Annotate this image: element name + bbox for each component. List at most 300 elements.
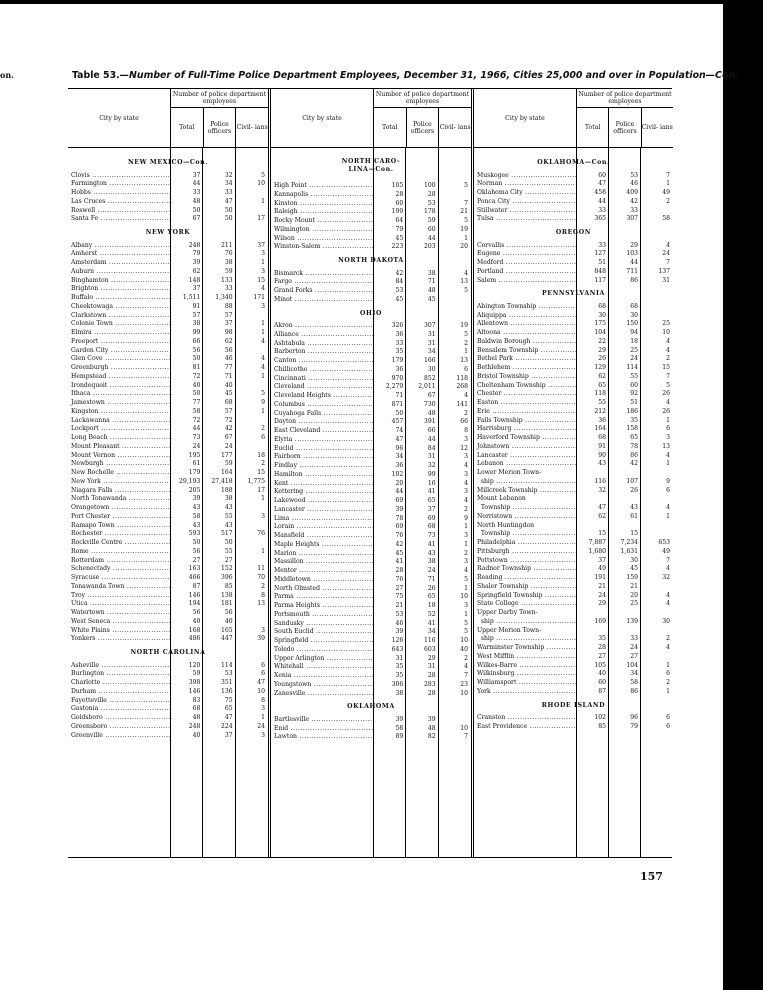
city-name: York ..... <box>474 688 577 697</box>
city-name: Ponca City ..... <box>474 198 577 207</box>
total-value: 72 <box>192 372 201 380</box>
total-value: 99 <box>192 329 201 336</box>
total-value: 42 <box>395 540 404 548</box>
city-name: Kinston ..... <box>271 200 374 209</box>
police-officers-value: 33 <box>630 635 638 643</box>
table-row <box>68 522 268 531</box>
city-name: Kingston ..... <box>68 408 171 417</box>
civilians-value: 4 <box>666 337 670 345</box>
table-row <box>474 460 673 469</box>
table-row <box>271 637 471 646</box>
table-row <box>474 382 673 391</box>
total-value: 24 <box>192 442 201 450</box>
police-officers-value: 73 <box>427 532 436 539</box>
table-row <box>474 364 673 373</box>
state-heading: RHODE ISLAND <box>541 701 606 709</box>
column-rule <box>202 147 203 857</box>
total-value: 41 <box>395 558 404 566</box>
city-name: Hempstead ..... <box>68 373 171 382</box>
table-row <box>474 417 673 426</box>
total-value: 191 <box>594 574 606 581</box>
city-name: Norristown ..... <box>474 513 577 522</box>
civilians-value: 141 <box>456 400 468 408</box>
city-name: Lancaster ..... <box>474 452 577 461</box>
police-officers-value: 96 <box>630 714 638 721</box>
total-value: 40 <box>192 617 201 625</box>
city-name: Tonawanda Town ..... <box>68 583 171 592</box>
civilians-value: 76 <box>257 530 265 538</box>
civilians-value: 3 <box>464 435 468 443</box>
civilians-value: 7 <box>666 556 670 564</box>
city-name: Rochester ..... <box>68 530 171 539</box>
city-name: Corvallis ..... <box>474 242 577 251</box>
city-name: Springfield Township ..... <box>474 592 577 601</box>
table-row <box>68 670 268 679</box>
civilians-value: 1 <box>261 547 265 555</box>
civilians-value: 6 <box>666 486 670 494</box>
police-officers-value: 30 <box>630 311 638 319</box>
city-name: Wilkes-Barre ..... <box>474 662 577 671</box>
civilians-value: 24 <box>257 722 265 730</box>
police-officers-value: 65 <box>427 593 436 601</box>
police-officers-value: 30 <box>630 556 638 564</box>
civilians-value: 3 <box>261 705 265 713</box>
table-row <box>68 574 268 583</box>
police-officers-value: 59 <box>427 217 436 224</box>
city-name: Albany ..... <box>68 242 171 251</box>
total-value: 68 <box>598 434 606 441</box>
police-officers-value: 48 <box>427 724 436 732</box>
civilians-value: 23 <box>460 680 468 688</box>
city-name: Zanesville ..... <box>271 690 374 699</box>
civilians-value: 15 <box>662 364 670 371</box>
city-name: Las Cruces ..... <box>68 198 171 207</box>
total-value: 45 <box>395 549 404 557</box>
civilians-value: 5 <box>666 381 670 389</box>
police-officers-value: 86 <box>630 276 638 284</box>
table-row <box>68 408 268 417</box>
civilians-value: 3 <box>464 470 468 478</box>
police-officers-value: 21 <box>630 582 638 590</box>
police-officers-value: 33 <box>224 189 233 196</box>
total-value: 44 <box>598 197 606 205</box>
civilians-value: 4 <box>666 600 670 608</box>
total-value: 62 <box>192 267 201 275</box>
civilians-value: 5 <box>464 628 468 636</box>
police-officers-value: 47 <box>224 197 233 205</box>
table-row <box>474 565 673 574</box>
header-civilians: Civil- ians <box>236 124 268 131</box>
civilians-value: 47 <box>257 679 265 686</box>
table-row <box>474 207 673 216</box>
police-officers-value: 42 <box>630 197 638 205</box>
police-officers-value: 38 <box>427 558 436 566</box>
city-name: Fargo ..... <box>271 278 374 287</box>
civilians-value: 1 <box>261 320 265 328</box>
police-officers-value: 65 <box>427 497 436 504</box>
civilians-value: 3 <box>666 434 670 441</box>
police-officers-value: 159 <box>626 574 638 581</box>
total-value: 34 <box>395 453 404 461</box>
total-value: 40 <box>192 381 201 389</box>
table-row <box>474 478 673 487</box>
table-row <box>271 208 471 217</box>
city-name: Cranston ..... <box>474 714 577 723</box>
table-row <box>271 550 471 559</box>
police-officers-value: 77 <box>224 364 233 371</box>
table-row <box>474 679 673 688</box>
city-name: Lima ..... <box>271 515 374 524</box>
table-row <box>68 600 268 609</box>
total-value: 42 <box>395 269 404 277</box>
total-value: 21 <box>395 602 404 609</box>
civilians-value: 4 <box>666 565 670 573</box>
city-name: Amherst ..... <box>68 250 171 259</box>
civilians-value: 13 <box>460 357 468 364</box>
table-row <box>271 235 471 244</box>
table-row <box>271 366 471 375</box>
civilians-value: 17 <box>257 215 265 223</box>
civilians-value: 5 <box>464 575 468 583</box>
city-name: Lancaster ..... <box>271 506 374 515</box>
table-row <box>474 688 673 697</box>
civilians-value: 3 <box>261 512 265 520</box>
total-value: 164 <box>594 425 606 433</box>
header-group <box>577 89 673 147</box>
civilians-value: 1 <box>464 610 468 618</box>
total-value: 486 <box>188 635 201 643</box>
city-name: Euclid ..... <box>271 445 374 454</box>
total-value: 35 <box>395 663 404 671</box>
table-row <box>271 532 471 541</box>
civilians-value: 4 <box>261 355 265 363</box>
table-row <box>68 679 268 688</box>
city-name: Cleveland ..... <box>271 383 374 392</box>
total-value: 24 <box>598 591 606 599</box>
total-value: 35 <box>598 635 606 643</box>
city-name: Fairborn ..... <box>271 453 374 462</box>
civilians-value <box>641 653 673 662</box>
civilians-value: 25 <box>662 320 670 328</box>
table-row <box>271 541 471 550</box>
civilians-value: 1 <box>464 523 468 531</box>
civilians-value: 10 <box>257 180 265 188</box>
table-row <box>271 410 471 419</box>
civilians-value: 4 <box>666 346 670 354</box>
police-officers-value: 211 <box>221 241 233 249</box>
civilians-value: 18 <box>257 451 265 459</box>
table-row <box>68 338 268 347</box>
city-name: Rockville Centre ..... <box>68 539 171 548</box>
civilians-value: 6 <box>666 722 670 730</box>
civilians-value: 7 <box>666 372 670 380</box>
header-city: City by state <box>271 89 374 147</box>
city-name: Reading ..... <box>474 574 577 583</box>
table-row <box>68 732 268 741</box>
total-value: 457 <box>391 418 404 426</box>
city-name: Troy ..... <box>68 592 171 601</box>
total-value: 593 <box>188 530 201 538</box>
page-number: 157 <box>640 870 663 883</box>
table-row <box>474 627 673 636</box>
table-row <box>68 460 268 469</box>
total-value: 50 <box>192 390 201 398</box>
city-name: North Tonawanda ..... <box>68 495 171 504</box>
state-heading: OHIO <box>360 309 382 317</box>
police-officers-value <box>609 522 641 531</box>
civilians-value: 5 <box>464 182 468 189</box>
city-name: Lockport ..... <box>68 425 171 434</box>
police-officers-value: 517 <box>221 530 233 538</box>
total-value: 466 <box>188 574 201 581</box>
civilians-value <box>641 583 673 592</box>
city-name: Portland ..... <box>474 268 577 277</box>
civilians-value: 3 <box>464 453 468 461</box>
total-value: 81 <box>192 364 201 371</box>
civilians-value: 3 <box>261 626 265 634</box>
city-name: Abington Township ..... <box>474 303 577 312</box>
civilians-value: 1 <box>464 540 468 548</box>
civilians-value <box>641 469 673 478</box>
police-officers-value: 55 <box>630 372 638 380</box>
civilians-value: 10 <box>460 689 468 697</box>
civilians-value: 7 <box>464 672 468 679</box>
city-name: Columbus ..... <box>271 401 374 410</box>
total-value: 66 <box>192 337 201 345</box>
police-officers-value: 84 <box>427 444 436 452</box>
total-value: 27 <box>192 556 201 564</box>
police-officers-value: 62 <box>224 337 233 345</box>
total-value: 33 <box>395 339 404 347</box>
total-value: 49 <box>598 565 606 573</box>
city-name: Cheltenham Township ..... <box>474 382 577 391</box>
table-row <box>474 495 673 504</box>
state-heading: NORTH DAKOTA <box>338 257 404 264</box>
city-name: Alliance ..... <box>271 331 374 340</box>
police-officers-value: 40 <box>224 617 233 625</box>
police-officers-value: 7,234 <box>620 539 638 546</box>
civilians-value: 1 <box>666 687 670 695</box>
total-value: 28 <box>395 190 404 198</box>
table-row <box>271 462 471 471</box>
civilians-value: 4 <box>464 479 468 487</box>
police-officers-value: 16 <box>427 479 436 487</box>
table-row <box>68 609 268 618</box>
city-name: Chester ..... <box>474 390 577 399</box>
city-name: Mount Pleasant ..... <box>68 443 171 452</box>
total-value: 2,279 <box>385 383 404 391</box>
table-row <box>271 401 471 410</box>
civilians-value: 4 <box>464 497 468 504</box>
city-name: Greenburgh ..... <box>68 364 171 373</box>
civilians-value: 3 <box>464 488 468 496</box>
table-row <box>68 434 268 443</box>
city-name: Whitehall ..... <box>271 663 374 672</box>
city-name: Rotterdam ..... <box>68 557 171 566</box>
table-row <box>474 592 673 601</box>
total-value <box>577 469 609 478</box>
table-row <box>271 655 471 664</box>
table-row <box>68 259 268 268</box>
city-name: Pittsburgh ..... <box>474 548 577 557</box>
table-row <box>474 312 673 321</box>
total-value: 47 <box>598 504 606 511</box>
total-value: 146 <box>188 687 201 695</box>
police-officers-value: 41 <box>427 619 436 627</box>
table-row <box>474 662 673 671</box>
police-officers-value: 39 <box>427 715 436 723</box>
civilians-value: 4 <box>464 269 468 277</box>
table-row <box>271 226 471 235</box>
police-officers-value: 66 <box>427 427 436 434</box>
police-officers-value: 116 <box>424 637 436 644</box>
table-row <box>271 733 471 742</box>
city-name: Salem ..... <box>474 277 577 286</box>
police-officers-value: 82 <box>427 733 436 741</box>
total-value: 77 <box>192 399 201 406</box>
total-value: 89 <box>395 733 404 741</box>
total-value: 127 <box>594 250 606 258</box>
total-value: 58 <box>192 407 201 415</box>
city-name: ship ..... <box>474 478 577 487</box>
header-total: Total <box>374 108 407 147</box>
table-row <box>68 627 268 636</box>
total-value: 43 <box>598 460 606 468</box>
total-value: 56 <box>192 547 201 555</box>
table-row <box>271 296 471 305</box>
table-row <box>68 504 268 513</box>
city-name: Baldwin Borough ..... <box>474 338 577 347</box>
city-name: Rome ..... <box>68 548 171 557</box>
city-name: Muskogee ..... <box>474 172 577 181</box>
police-officers-value: 45 <box>224 390 233 398</box>
city-name: Yonkers ..... <box>68 635 171 644</box>
city-name: Greensboro ..... <box>68 723 171 732</box>
police-officers-value: 28 <box>427 689 436 697</box>
police-officers-value: 56 <box>224 346 233 354</box>
police-officers-value: 48 <box>427 287 436 294</box>
police-officers-value: 55 <box>224 547 233 555</box>
police-officers-value: 71 <box>427 575 436 583</box>
civilians-value: 2 <box>464 505 468 513</box>
total-value: 326 <box>391 322 404 329</box>
city-name: Sandusky ..... <box>271 620 374 629</box>
police-officers-value: 69 <box>427 514 436 522</box>
city-name: Orangetown ..... <box>68 504 171 513</box>
total-value: 120 <box>188 661 201 669</box>
table-row <box>474 600 673 609</box>
police-officers-value: 56 <box>224 609 233 616</box>
civilians-value: 1 <box>261 259 265 266</box>
civilians-value: 6 <box>261 661 265 669</box>
civilians-value: 10 <box>662 329 670 336</box>
table-row <box>474 172 673 181</box>
police-officers-value: 75 <box>224 696 233 704</box>
header-city: City by state <box>68 89 171 147</box>
city-name: Minot ..... <box>271 296 374 305</box>
police-officers-value: 34 <box>630 670 638 678</box>
police-officers-value: 60 <box>630 381 638 389</box>
city-name: Niagara Falls ..... <box>68 487 171 496</box>
table-row <box>68 583 268 592</box>
civilians-value <box>641 530 673 539</box>
total-value <box>577 609 609 618</box>
civilians-value: 19 <box>460 322 468 329</box>
total-value: 398 <box>188 679 201 686</box>
civilians-value: 1 <box>261 714 265 721</box>
city-name: Middletown ..... <box>271 576 374 585</box>
total-value: 96 <box>395 444 404 452</box>
total-value: 1,680 <box>588 547 606 555</box>
civilians-value: 1 <box>464 234 468 242</box>
total-value: 58 <box>395 724 404 732</box>
city-name: Philadelphia ..... <box>474 539 577 548</box>
city-name: Kettering ..... <box>271 488 374 497</box>
column-rule <box>608 147 609 857</box>
total-value: 179 <box>188 469 201 476</box>
table-row <box>271 357 471 366</box>
civilians-value: 5 <box>261 390 265 398</box>
total-value: 129 <box>594 364 606 371</box>
civilians-value: 32 <box>662 574 670 581</box>
total-value: 44 <box>395 488 404 496</box>
police-officers-value: 33 <box>630 206 638 214</box>
table-row <box>474 635 673 644</box>
city-name: Williamsport ..... <box>474 679 577 688</box>
civilians-value: 1 <box>464 348 468 356</box>
total-value: 91 <box>192 302 201 310</box>
total-value: 43 <box>192 521 201 529</box>
table-row <box>68 487 268 496</box>
total-value: 60 <box>598 171 606 179</box>
city-name: Parma ..... <box>271 593 374 602</box>
column-header <box>271 89 471 148</box>
police-officers-value <box>609 495 641 504</box>
city-name: Akron ..... <box>271 322 374 331</box>
table-row <box>474 425 673 434</box>
city-name: Maple Heights ..... <box>271 541 374 550</box>
total-value: 37 <box>192 171 201 179</box>
city-name: Greenville ..... <box>68 732 171 741</box>
table-row <box>68 452 268 461</box>
table-row <box>474 408 673 417</box>
table-row <box>271 322 471 331</box>
police-officers-value: 65 <box>224 705 233 713</box>
state-heading: NEW YORK <box>145 229 191 236</box>
police-officers-value: 55 <box>224 512 233 520</box>
civilians-value: 268 <box>456 383 468 391</box>
city-name: Allentown ..... <box>474 320 577 329</box>
city-name: Clovis ..... <box>68 172 171 181</box>
table-row <box>271 392 471 401</box>
total-value: 39 <box>192 259 201 266</box>
header-civilians: Civil- ians <box>641 124 673 131</box>
total-value: 36 <box>395 365 404 373</box>
civilians-value: 2 <box>666 679 670 686</box>
total-value: 58 <box>192 512 201 520</box>
civilians-value: 3 <box>261 731 265 739</box>
table-row <box>271 497 471 506</box>
police-officers-value: 44 <box>427 435 436 443</box>
city-name: Bristol Township ..... <box>474 373 577 382</box>
table-row <box>474 513 673 522</box>
table-row <box>474 469 673 478</box>
civilians-value: 6 <box>666 714 670 721</box>
civilians-value: 3 <box>261 250 265 258</box>
city-name: Santa Fe ..... <box>68 215 171 224</box>
total-value: 50 <box>192 206 201 214</box>
city-name: Wilmington ..... <box>271 226 374 235</box>
